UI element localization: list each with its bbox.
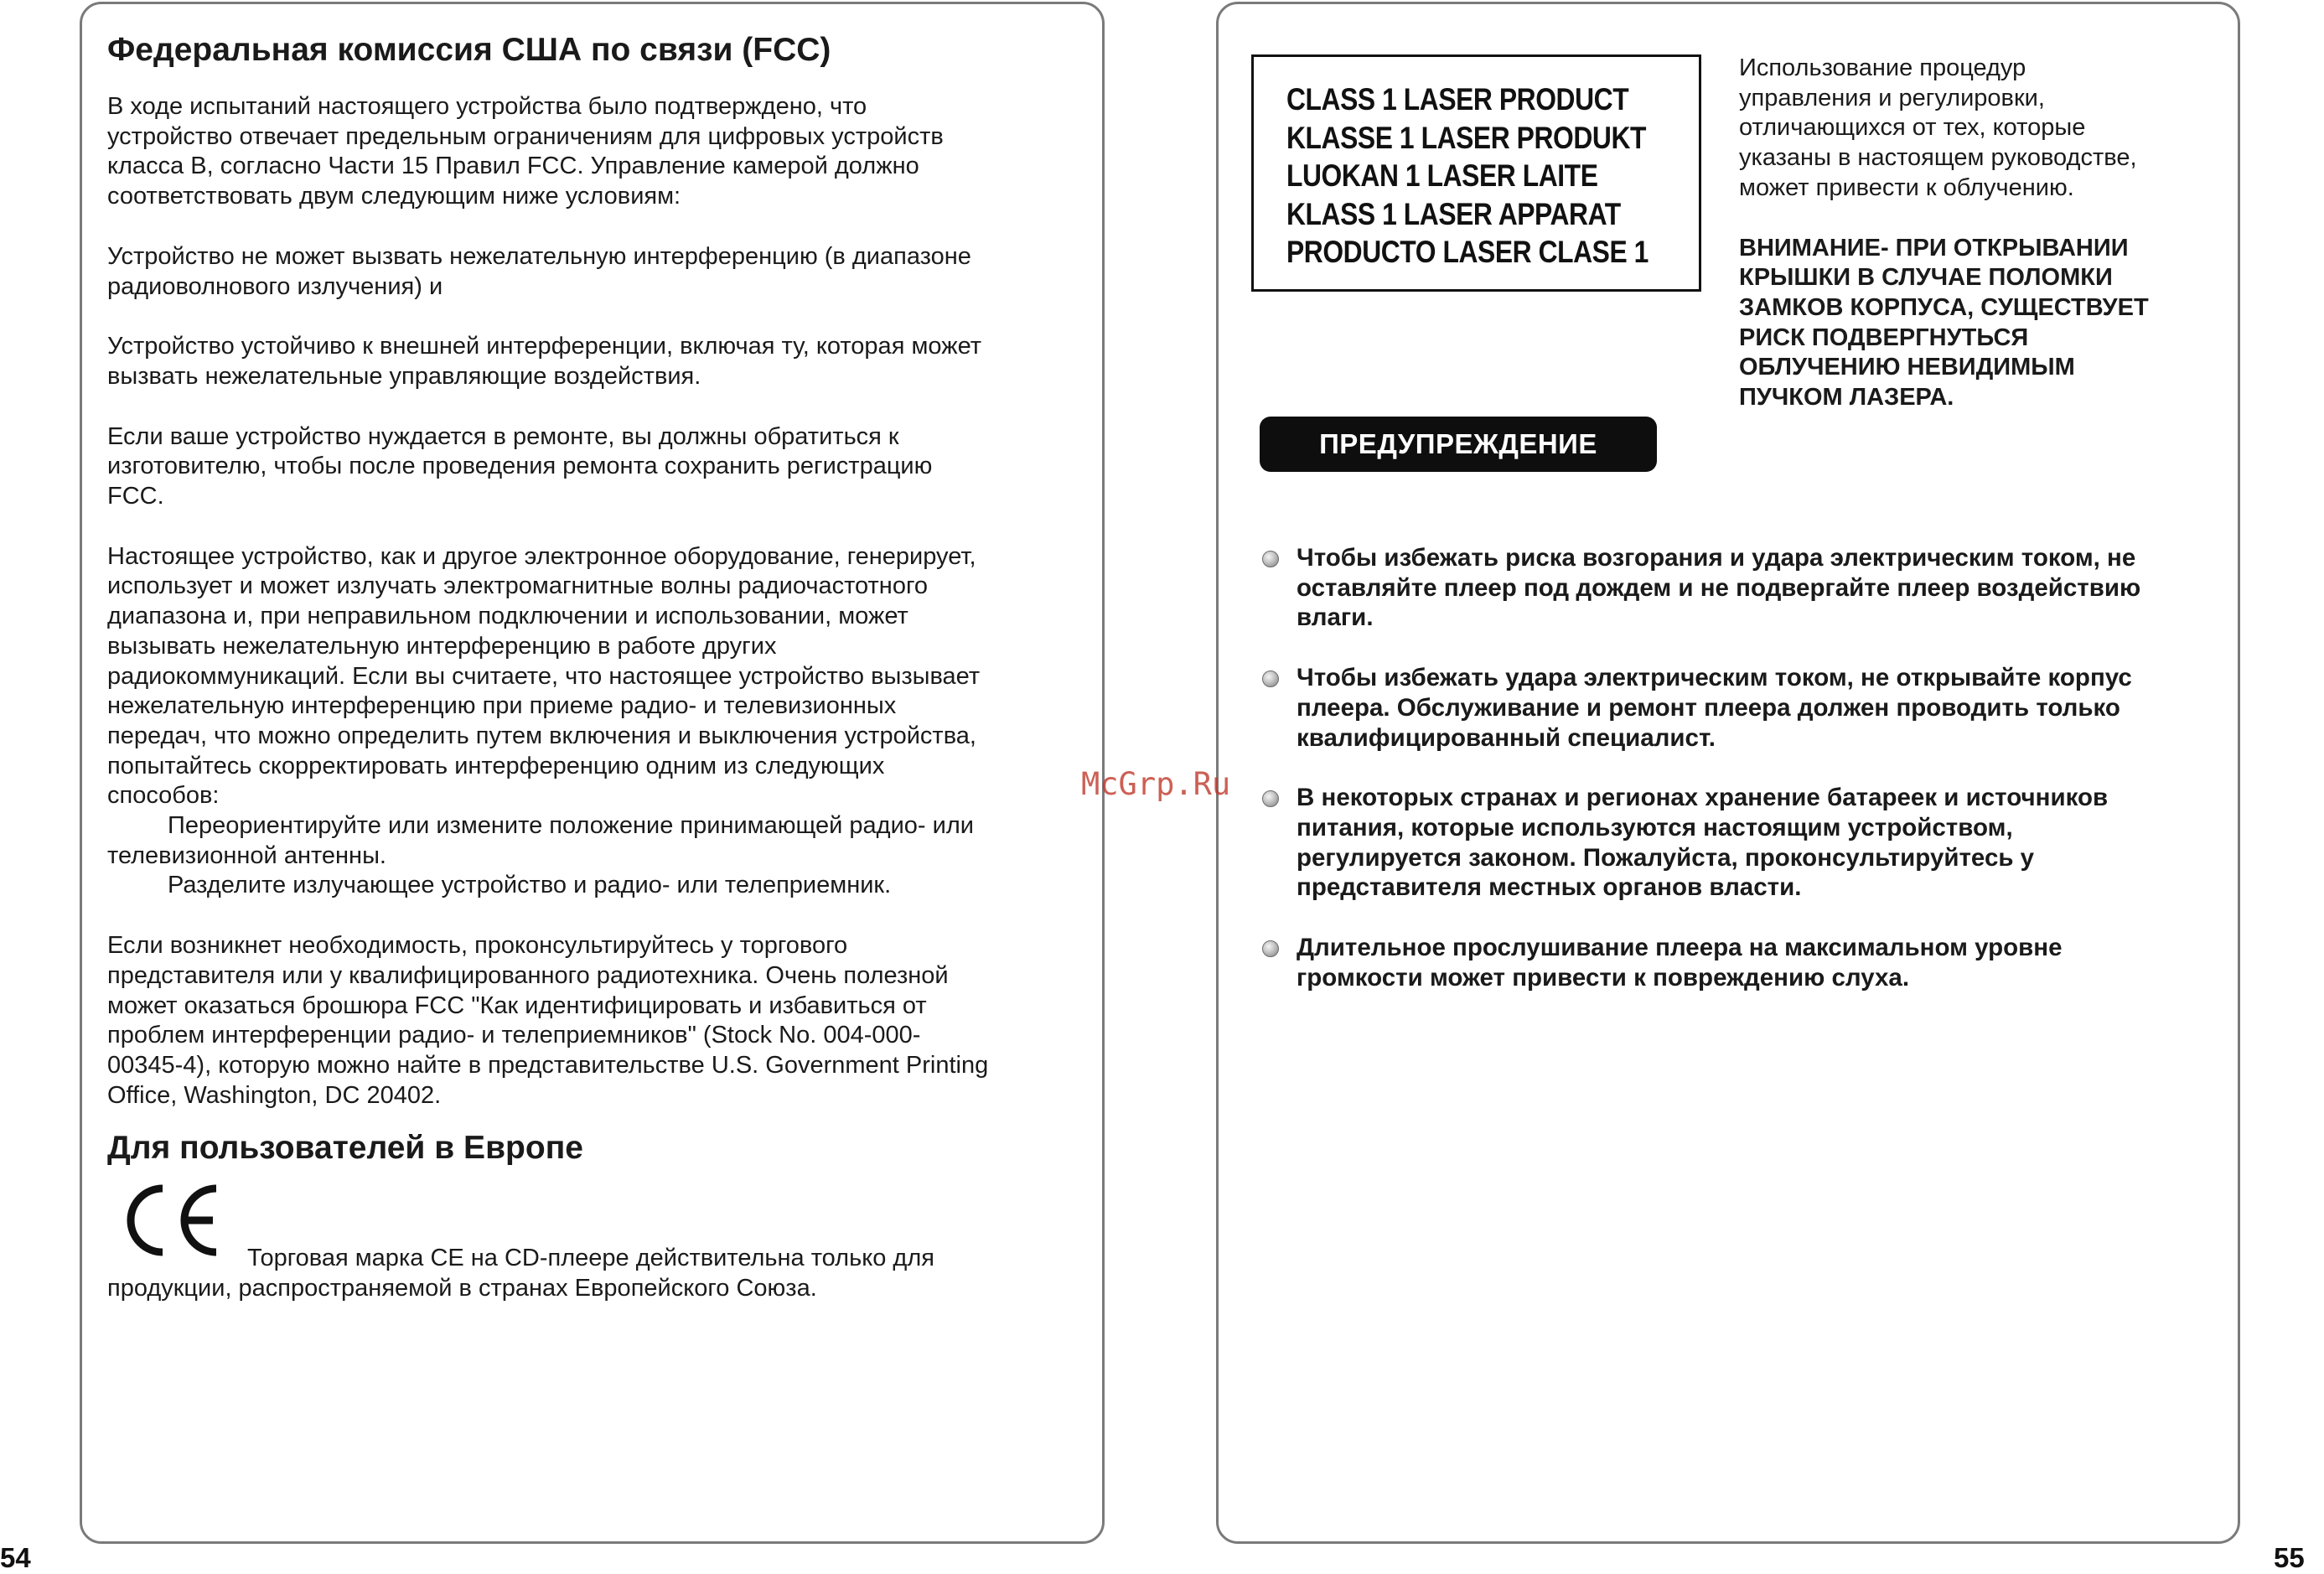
laser-caution-text <box>1739 54 2208 413</box>
laser-intro-paragraph: Использование процедур управления и регулировки, отличающихся от тех, которые указаны в настоящем руководстве, может привести к облучению. <box>1739 54 2137 201</box>
laser-label-line: KLASSE 1 LASER PRODUKT <box>1286 120 1647 155</box>
bullet-icon <box>1262 551 1279 567</box>
laser-label-line: PRODUCTO LASER CLASE 1 <box>1286 235 1649 269</box>
ce-logo-icon <box>122 1180 220 1261</box>
page-number-left: 54 <box>0 1542 31 1573</box>
ce-text-line-1: Торговая марка CE на CD-плеере действительна только для <box>247 1245 934 1272</box>
bullet-icon <box>1262 671 1279 687</box>
laser-label-line: KLASS 1 LASER APPARAT <box>1286 196 1621 231</box>
left-page-content <box>107 30 1092 1304</box>
warning-badge: ПРЕДУПРЕЖДЕНИЕ <box>1260 417 1657 472</box>
fcc-heading: Федеральная комиссия США по связи (FCC) <box>107 32 831 68</box>
list-item: В некоторых странах и регионах хранение батареек и источников питания, которые используются настоящим устройством, регулируется законом. Пожалуйста, проконсультируйтесь у представителя местных органов власти. <box>1262 783 2218 903</box>
fcc-remedy-2: Разделите излучающее устройство и радио- или телеприемник. <box>168 872 892 899</box>
laser-class-label <box>1251 54 1701 292</box>
fcc-paragraph-5: Настоящее устройство, как и другое электронное оборудование, генерирует, использует и может излучать электромагнитные волны радиочастотного диапазона и, при неправильном подключении и использовании, может вызывать нежелательную интерференцию в работе других радиокоммуникаций. Если вы считаете, что настоящее устройство вызывает нежелательную интерференцию при приеме радио- и телевизионных передач, что можно определить путем включения и выключения устройства, попытайтесь скорректировать интерференцию одним из следующих способов: <box>107 542 981 810</box>
page-number-right: 55 <box>2274 1542 2305 1573</box>
fcc-paragraph-1: В ходе испытаний настоящего устройства было подтверждено, что устройство отвечает предельным ограничениям для цифровых устройств класса В, согласно Части 15 Правил FCC. Управление камерой должно соответствовать двум следующим ниже условиям: <box>107 93 944 210</box>
bullet-icon <box>1262 790 1279 807</box>
laser-warning-bold: ВНИМАНИЕ- ПРИ ОТКРЫВАНИИ КРЫШКИ В СЛУЧАЕ ПОЛОМКИ ЗАМКОВ КОРПУСА, СУЩЕСТВУЕТ РИСК ПОДВЕРГНУТЬСЯ ОБЛУЧЕНИЮ НЕВИДИМЫМ ПУЧКОМ ЛАЗЕРА. <box>1739 234 2149 412</box>
ce-text-line-2: продукции, распространяемой в странах Европейского Союза. <box>107 1275 817 1302</box>
list-item: Чтобы избежать удара электрическим током, не открывайте корпус плеера. Обслуживание и ремонт плеера должен проводить только квалифицированный специалист. <box>1262 663 2218 753</box>
bullet-icon <box>1262 940 1279 957</box>
list-item: Длительное прослушивание плеера на максимальном уровне громкости может привести к повреждению слуха. <box>1262 933 2218 992</box>
europe-heading: Для пользователей в Европе <box>107 1130 583 1167</box>
fcc-paragraph-4: Если ваше устройство нуждается в ремонте, вы должны обратиться к изготовителю, чтобы после проведения ремонта сохранить регистрацию FCC. <box>107 422 933 510</box>
fcc-remedy-1: Переориентируйте или измените положение принимающей радио- или телевизионной антенны. <box>107 812 974 869</box>
ce-block <box>107 1175 1092 1303</box>
fcc-paragraph-6: Если возникнет необходимость, проконсультируйтесь у торгового представителя или у квалифицированного радиотехника. Очень полезной может оказаться брошюра FCC "Как идентифицировать и избавиться от проблем интерференции радио- и телеприемников" (Stock No. 004-000- 00345-4), которую можно найте в представительстве U.S. Government Printing Office, Washington, DC 20402. <box>107 932 989 1109</box>
watermark-text: McGrp.Ru <box>1081 766 1231 802</box>
list-item: Чтобы избежать риска возгорания и удара электрическим током, не оставляйте плеер под дождем и не подвергайте плеер воздействию влаги. <box>1262 543 2218 633</box>
warning-list <box>1262 543 2218 1023</box>
laser-label-line: CLASS 1 LASER PRODUCT <box>1286 82 1629 116</box>
fcc-paragraph-2: Устройство не может вызвать нежелательную интерференцию (в диапазоне радиоволнового излучения) и <box>107 242 971 300</box>
fcc-paragraph-3: Устройство устойчиво к внешней интерференции, включая ту, которая может вызвать нежелательные управляющие воздействия. <box>107 333 982 390</box>
laser-label-line: LUOKAN 1 LASER LAITE <box>1286 158 1598 193</box>
